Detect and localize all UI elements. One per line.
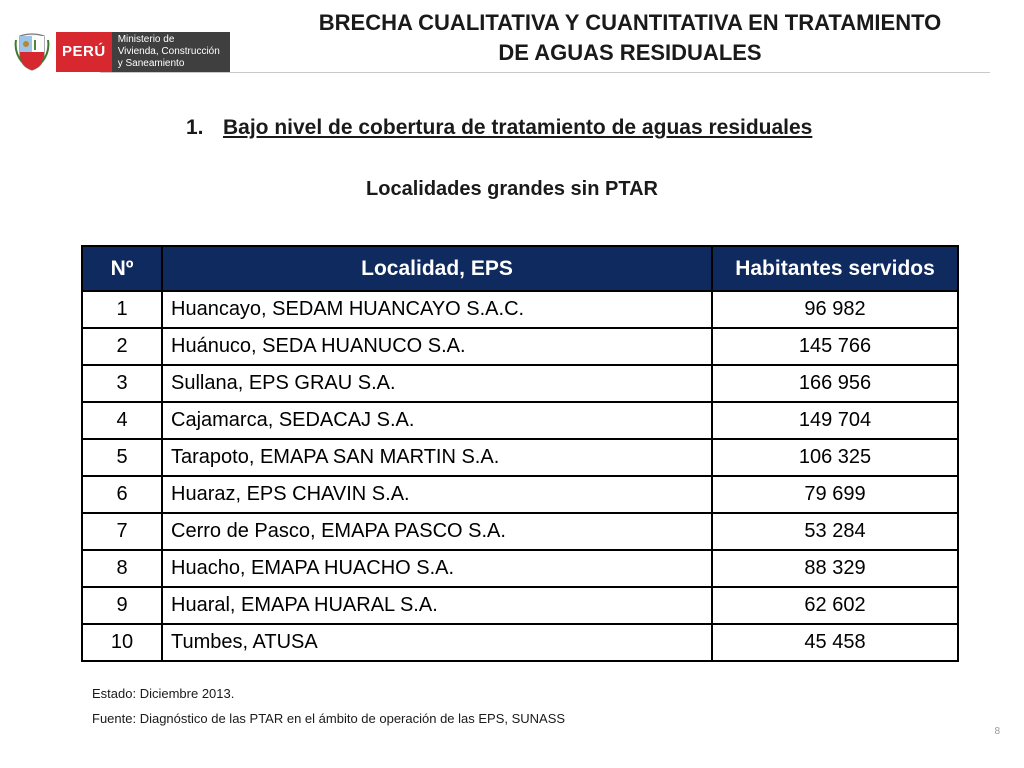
row-locality: Huaral, EMAPA HUARAL S.A. — [162, 587, 712, 624]
table-header-row — [82, 246, 958, 291]
row-inhabitants: 53 284 — [712, 513, 958, 550]
section-number: 1. — [186, 116, 204, 139]
row-number: 3 — [82, 365, 162, 402]
row-number: 7 — [82, 513, 162, 550]
row-inhabitants: 96 982 — [712, 291, 958, 328]
table-row — [82, 624, 958, 661]
header-number: Nº — [82, 246, 162, 291]
row-number: 9 — [82, 587, 162, 624]
table-row — [82, 587, 958, 624]
header-divider — [100, 72, 990, 73]
section-heading — [186, 116, 812, 140]
row-locality: Tarapoto, EMAPA SAN MARTIN S.A. — [162, 439, 712, 476]
table-row — [82, 402, 958, 439]
table-row — [82, 365, 958, 402]
slide-title — [290, 8, 970, 68]
row-inhabitants: 106 325 — [712, 439, 958, 476]
title-line-1: BRECHA CUALITATIVA Y CUANTITATIVA EN TRATAMIENTO — [318, 10, 942, 35]
header-inhabitants: Habitantes servidos — [712, 246, 958, 291]
row-locality: Huancayo, SEDAM HUANCAYO S.A.C. — [162, 291, 712, 328]
localities-table — [81, 245, 959, 662]
ministry-line: Vivienda, Construcción — [117, 46, 220, 57]
row-inhabitants: 62 602 — [712, 587, 958, 624]
source-note: Fuente: Diagnóstico de las PTAR en el ámbito de operación de las EPS, SUNASS — [92, 711, 566, 726]
row-locality: Huaraz, EPS CHAVIN S.A. — [162, 476, 712, 513]
table-row — [82, 513, 958, 550]
ministry-line: y Saneamiento — [117, 58, 185, 69]
page-number: 8 — [994, 726, 1000, 737]
row-number: 10 — [82, 624, 162, 661]
row-inhabitants: 45 458 — [712, 624, 958, 661]
header-locality: Localidad, EPS — [162, 246, 712, 291]
row-inhabitants: 166 956 — [712, 365, 958, 402]
row-inhabitants: 79 699 — [712, 476, 958, 513]
section-heading-text: Bajo nivel de cobertura de tratamiento de aguas residuales — [223, 116, 813, 139]
table-body — [82, 291, 958, 661]
table-row — [82, 550, 958, 587]
table-caption: Localidades grandes sin PTAR — [366, 178, 658, 200]
table-row — [82, 476, 958, 513]
coat-of-arms-icon — [14, 32, 50, 72]
table-row — [82, 439, 958, 476]
row-locality: Tumbes, ATUSA — [162, 624, 712, 661]
row-number: 6 — [82, 476, 162, 513]
row-inhabitants: 149 704 — [712, 402, 958, 439]
status-note: Estado: Diciembre 2013. — [92, 686, 235, 701]
row-inhabitants: 88 329 — [712, 550, 958, 587]
peru-label: PERÚ — [56, 32, 112, 72]
title-line-2: DE AGUAS RESIDUALES — [498, 40, 762, 65]
table-row — [82, 291, 958, 328]
row-locality: Cerro de Pasco, EMAPA PASCO S.A. — [162, 513, 712, 550]
ministry-name — [112, 32, 230, 72]
ministry-logo — [14, 32, 230, 72]
row-number: 4 — [82, 402, 162, 439]
ministry-line: Ministerio de — [117, 34, 175, 45]
row-number: 5 — [82, 439, 162, 476]
row-locality: Huánuco, SEDA HUANUCO S.A. — [162, 328, 712, 365]
row-locality: Huacho, EMAPA HUACHO S.A. — [162, 550, 712, 587]
row-number: 2 — [82, 328, 162, 365]
table-row — [82, 328, 958, 365]
row-locality: Sullana, EPS GRAU S.A. — [162, 365, 712, 402]
row-inhabitants: 145 766 — [712, 328, 958, 365]
row-number: 1 — [82, 291, 162, 328]
row-locality: Cajamarca, SEDACAJ S.A. — [162, 402, 712, 439]
row-number: 8 — [82, 550, 162, 587]
